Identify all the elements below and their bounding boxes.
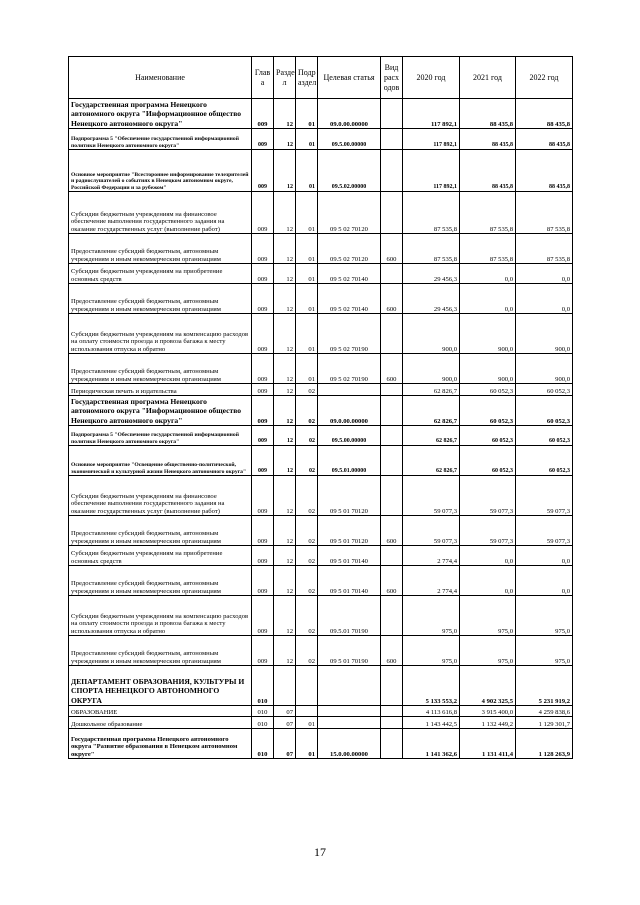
cell-glava: 009 bbox=[252, 476, 274, 516]
cell-y2021: 0,0 bbox=[460, 264, 516, 284]
cell-target: 09.0.00.00000 bbox=[318, 396, 381, 426]
cell-target: 09 5 02 70120 bbox=[318, 192, 381, 234]
cell-target: 09 5 02 70190 bbox=[318, 314, 381, 354]
cell-pod: 02 bbox=[296, 636, 318, 666]
table-row bbox=[69, 192, 573, 234]
cell-pod: 02 bbox=[296, 384, 318, 396]
cell-y2021: 0,0 bbox=[460, 566, 516, 596]
col-header-2022: 2022 год bbox=[516, 57, 573, 99]
cell-y2020: 900,0 bbox=[403, 354, 460, 384]
cell-razdel: 12 bbox=[274, 234, 296, 264]
cell-y2021: 975,0 bbox=[460, 636, 516, 666]
col-header-glava: Глав а bbox=[252, 57, 274, 99]
cell-y2022: 975,0 bbox=[516, 596, 573, 636]
cell-vid: 600 bbox=[381, 354, 403, 384]
table-row bbox=[69, 314, 573, 354]
cell-razdel: 12 bbox=[274, 284, 296, 314]
cell-y2022: 1 128 263,9 bbox=[516, 729, 573, 759]
cell-pod: 02 bbox=[296, 476, 318, 516]
cell-target: 15.0.00.00000 bbox=[318, 729, 381, 759]
cell-pod: 01 bbox=[296, 99, 318, 129]
cell-y2022: 0,0 bbox=[516, 546, 573, 566]
cell-y2021: 60 052,3 bbox=[460, 426, 516, 446]
cell-y2020: 5 133 553,2 bbox=[403, 666, 460, 706]
cell-y2022: 60 052,3 bbox=[516, 426, 573, 446]
cell-y2021: 60 052,3 bbox=[460, 384, 516, 396]
cell-target: 09 5 01 70140 bbox=[318, 566, 381, 596]
cell-glava: 009 bbox=[252, 129, 274, 150]
cell-name: Субсидии бюджетным учреждениям на компенсацию расходов на оплату стоимости проезда и провоза багажа к месту использования отпуска и обратно bbox=[69, 596, 252, 636]
cell-y2020: 62 826,7 bbox=[403, 426, 460, 446]
cell-y2020: 117 892,1 bbox=[403, 129, 460, 150]
cell-vid bbox=[381, 426, 403, 446]
cell-y2021: 0,0 bbox=[460, 546, 516, 566]
cell-vid bbox=[381, 446, 403, 476]
cell-glava: 010 bbox=[252, 729, 274, 759]
table-row bbox=[69, 596, 573, 636]
cell-y2021: 59 077,3 bbox=[460, 516, 516, 546]
cell-pod: 02 bbox=[296, 546, 318, 566]
cell-glava: 010 bbox=[252, 706, 274, 717]
cell-target: 09.5.00.00000 bbox=[318, 129, 381, 150]
cell-y2021: 900,0 bbox=[460, 354, 516, 384]
cell-y2020: 1 143 442,5 bbox=[403, 717, 460, 729]
cell-glava: 009 bbox=[252, 284, 274, 314]
cell-razdel: 12 bbox=[274, 354, 296, 384]
col-header-target: Целевая статья bbox=[318, 57, 381, 99]
cell-y2020: 29 456,3 bbox=[403, 264, 460, 284]
cell-name: Предоставление субсидий бюджетным, автономным учреждениям и иным некоммерческим организациям bbox=[69, 516, 252, 546]
cell-razdel: 12 bbox=[274, 426, 296, 446]
cell-glava: 009 bbox=[252, 234, 274, 264]
cell-name: Дошкольное образование bbox=[69, 717, 252, 729]
cell-y2022: 88 435,8 bbox=[516, 150, 573, 192]
table-row bbox=[69, 717, 573, 729]
cell-glava: 009 bbox=[252, 516, 274, 546]
cell-y2022: 0,0 bbox=[516, 284, 573, 314]
cell-razdel: 12 bbox=[274, 314, 296, 354]
table-row bbox=[69, 516, 573, 546]
cell-y2021: 88 435,8 bbox=[460, 99, 516, 129]
cell-pod: 01 bbox=[296, 314, 318, 354]
cell-target: 09.5.01 70190 bbox=[318, 596, 381, 636]
cell-pod bbox=[296, 666, 318, 706]
table-row bbox=[69, 234, 573, 264]
cell-glava: 009 bbox=[252, 192, 274, 234]
cell-y2020: 975,0 bbox=[403, 596, 460, 636]
cell-name: Субсидии бюджетным учреждениям на финансовое обеспечение выполнения государственного задания на оказание государственных услуг (выполнение работ) bbox=[69, 476, 252, 516]
cell-razdel: 12 bbox=[274, 396, 296, 426]
cell-glava: 009 bbox=[252, 446, 274, 476]
cell-razdel: 12 bbox=[274, 129, 296, 150]
cell-vid bbox=[381, 546, 403, 566]
cell-target: 09.5.02.00000 bbox=[318, 150, 381, 192]
cell-pod: 01 bbox=[296, 264, 318, 284]
cell-y2021: 59 077,3 bbox=[460, 476, 516, 516]
cell-target: 09.5 02 70120 bbox=[318, 234, 381, 264]
cell-y2020: 117 892,1 bbox=[403, 99, 460, 129]
table-row bbox=[69, 566, 573, 596]
cell-y2021: 87 535,8 bbox=[460, 192, 516, 234]
cell-y2022: 59 077,3 bbox=[516, 476, 573, 516]
cell-y2022: 60 052,3 bbox=[516, 384, 573, 396]
col-header-vid: Вид расх одов bbox=[381, 57, 403, 99]
cell-y2020: 62 826,7 bbox=[403, 446, 460, 476]
cell-vid bbox=[381, 396, 403, 426]
cell-razdel bbox=[274, 666, 296, 706]
cell-vid bbox=[381, 314, 403, 354]
table-row bbox=[69, 354, 573, 384]
cell-y2022: 900,0 bbox=[516, 314, 573, 354]
cell-vid bbox=[381, 384, 403, 396]
table-row bbox=[69, 129, 573, 150]
cell-name: ОБРАЗОВАНИЕ bbox=[69, 706, 252, 717]
table-row bbox=[69, 446, 573, 476]
cell-glava: 009 bbox=[252, 264, 274, 284]
cell-name: Субсидии бюджетным учреждениям на приобретение основных средств bbox=[69, 546, 252, 566]
cell-razdel: 12 bbox=[274, 476, 296, 516]
cell-y2020: 62 826,7 bbox=[403, 384, 460, 396]
cell-target: 09.0.00.00000 bbox=[318, 99, 381, 129]
col-header-name: Наименование bbox=[69, 57, 252, 99]
cell-y2021: 60 052,3 bbox=[460, 396, 516, 426]
table-row bbox=[69, 384, 573, 396]
cell-glava: 009 bbox=[252, 636, 274, 666]
cell-name: Подпрограмма 5 "Обеспечение государственной информационной политики Ненецкого автономного округа" bbox=[69, 426, 252, 446]
cell-name: Субсидии бюджетным учреждениям на компенсацию расходов на оплату стоимости проезда и провоза багажа к месту использования отпуска и обратно bbox=[69, 314, 252, 354]
cell-y2020: 29 456,3 bbox=[403, 284, 460, 314]
table-row bbox=[69, 476, 573, 516]
cell-target: 09.5.01.00000 bbox=[318, 446, 381, 476]
cell-name: Предоставление субсидий бюджетным, автономным учреждениям и иным некоммерческим организациям bbox=[69, 566, 252, 596]
cell-y2021: 0,0 bbox=[460, 284, 516, 314]
col-header-podrazdel: Подр аздел bbox=[296, 57, 318, 99]
cell-name: Государственная программа Ненецкого автономного округа "Информационное общество Ненецкого автономного округа" bbox=[69, 396, 252, 426]
cell-razdel: 12 bbox=[274, 384, 296, 396]
cell-y2021: 3 915 400,0 bbox=[460, 706, 516, 717]
cell-target bbox=[318, 717, 381, 729]
cell-y2022: 5 231 919,2 bbox=[516, 666, 573, 706]
cell-y2020: 2 774,4 bbox=[403, 546, 460, 566]
cell-glava: 009 bbox=[252, 426, 274, 446]
cell-target: 09 5 01 70120 bbox=[318, 516, 381, 546]
cell-vid: 600 bbox=[381, 234, 403, 264]
cell-vid: 600 bbox=[381, 566, 403, 596]
cell-vid bbox=[381, 717, 403, 729]
cell-y2020: 59 077,3 bbox=[403, 516, 460, 546]
cell-y2021: 87 535,8 bbox=[460, 234, 516, 264]
cell-y2020: 59 077,3 bbox=[403, 476, 460, 516]
cell-glava: 010 bbox=[252, 666, 274, 706]
cell-glava: 009 bbox=[252, 384, 274, 396]
cell-y2022: 88 435,8 bbox=[516, 129, 573, 150]
budget-table bbox=[68, 56, 573, 759]
table-row bbox=[69, 284, 573, 314]
cell-vid bbox=[381, 129, 403, 150]
cell-razdel: 12 bbox=[274, 636, 296, 666]
cell-razdel: 12 bbox=[274, 546, 296, 566]
cell-target: 09 5 01 70190 bbox=[318, 636, 381, 666]
cell-razdel: 07 bbox=[274, 717, 296, 729]
cell-glava: 009 bbox=[252, 150, 274, 192]
cell-pod: 01 bbox=[296, 729, 318, 759]
table-row bbox=[69, 729, 573, 759]
cell-glava: 009 bbox=[252, 566, 274, 596]
cell-vid bbox=[381, 596, 403, 636]
cell-vid bbox=[381, 729, 403, 759]
cell-pod: 01 bbox=[296, 234, 318, 264]
header-row bbox=[69, 57, 573, 99]
cell-target: 09 5 01 70140 bbox=[318, 546, 381, 566]
cell-name: ДЕПАРТАМЕНТ ОБРАЗОВАНИЯ, КУЛЬТУРЫ И СПОРТА НЕНЕЦКОГО АВТОНОМНОГО ОКРУГА bbox=[69, 666, 252, 706]
cell-vid: 600 bbox=[381, 284, 403, 314]
cell-y2020: 117 892,1 bbox=[403, 150, 460, 192]
cell-razdel: 07 bbox=[274, 706, 296, 717]
cell-target bbox=[318, 384, 381, 396]
cell-y2021: 975,0 bbox=[460, 596, 516, 636]
cell-razdel: 12 bbox=[274, 264, 296, 284]
col-header-2021: 2021 год bbox=[460, 57, 516, 99]
cell-pod: 02 bbox=[296, 516, 318, 546]
cell-vid bbox=[381, 706, 403, 717]
cell-pod: 01 bbox=[296, 284, 318, 314]
col-header-2020: 2020 год bbox=[403, 57, 460, 99]
cell-target: 09 5 02 70140 bbox=[318, 284, 381, 314]
cell-razdel: 12 bbox=[274, 566, 296, 596]
cell-y2021: 88 435,8 bbox=[460, 129, 516, 150]
cell-razdel: 12 bbox=[274, 596, 296, 636]
cell-vid: 600 bbox=[381, 516, 403, 546]
page-number: 17 bbox=[314, 845, 326, 859]
cell-vid bbox=[381, 192, 403, 234]
cell-razdel: 12 bbox=[274, 99, 296, 129]
cell-glava: 009 bbox=[252, 314, 274, 354]
cell-target: 09.5.00.00000 bbox=[318, 426, 381, 446]
cell-y2020: 87 535,8 bbox=[403, 234, 460, 264]
cell-name: Предоставление субсидий бюджетным, автономным учреждениям и иным некоммерческим организациям bbox=[69, 284, 252, 314]
cell-name: Предоставление субсидий бюджетным, автономным учреждениям и иным некоммерческим организациям bbox=[69, 234, 252, 264]
cell-vid: 600 bbox=[381, 636, 403, 666]
table-row bbox=[69, 426, 573, 446]
cell-pod: 02 bbox=[296, 596, 318, 636]
cell-name: Подпрограмма 5 "Обеспечение государственной информационной политики Ненецкого автономного округа" bbox=[69, 129, 252, 150]
cell-y2022: 975,0 bbox=[516, 636, 573, 666]
cell-razdel: 12 bbox=[274, 150, 296, 192]
cell-vid bbox=[381, 99, 403, 129]
cell-y2020: 1 141 362,6 bbox=[403, 729, 460, 759]
cell-pod: 02 bbox=[296, 446, 318, 476]
cell-pod: 01 bbox=[296, 717, 318, 729]
cell-glava: 009 bbox=[252, 596, 274, 636]
table-row bbox=[69, 150, 573, 192]
cell-pod: 02 bbox=[296, 426, 318, 446]
table-row bbox=[69, 264, 573, 284]
cell-name: Периодическая печать и издательства bbox=[69, 384, 252, 396]
cell-glava: 009 bbox=[252, 354, 274, 384]
cell-y2022: 60 052,3 bbox=[516, 446, 573, 476]
cell-y2020: 2 774,4 bbox=[403, 566, 460, 596]
table-row bbox=[69, 666, 573, 706]
cell-y2022: 0,0 bbox=[516, 566, 573, 596]
cell-y2020: 87 535,8 bbox=[403, 192, 460, 234]
cell-target: 09 5 01 70120 bbox=[318, 476, 381, 516]
cell-glava: 009 bbox=[252, 546, 274, 566]
cell-y2021: 4 902 325,5 bbox=[460, 666, 516, 706]
cell-y2022: 900,0 bbox=[516, 354, 573, 384]
cell-razdel: 07 bbox=[274, 729, 296, 759]
cell-y2021: 900,0 bbox=[460, 314, 516, 354]
cell-razdel: 12 bbox=[274, 446, 296, 476]
cell-pod: 01 bbox=[296, 150, 318, 192]
cell-y2021: 1 132 449,2 bbox=[460, 717, 516, 729]
cell-y2020: 62 826,7 bbox=[403, 396, 460, 426]
table-row bbox=[69, 706, 573, 717]
cell-pod: 02 bbox=[296, 566, 318, 596]
cell-razdel: 12 bbox=[274, 192, 296, 234]
cell-y2021: 88 435,8 bbox=[460, 150, 516, 192]
cell-y2021: 60 052,3 bbox=[460, 446, 516, 476]
cell-y2022: 1 129 301,7 bbox=[516, 717, 573, 729]
table-row bbox=[69, 636, 573, 666]
cell-name: Основное мероприятие "Освещение общественно-политической, экономической и культурной жизни Ненецкого автономного округа" bbox=[69, 446, 252, 476]
cell-glava: 010 bbox=[252, 717, 274, 729]
cell-vid bbox=[381, 150, 403, 192]
cell-y2020: 900,0 bbox=[403, 314, 460, 354]
table-row bbox=[69, 99, 573, 129]
cell-vid bbox=[381, 666, 403, 706]
cell-name: Основное мероприятие "Всестороннее информирование телезрителей и радиослушателей о событиях в Ненецком автономном округе, Российской Федерации и за рубежом" bbox=[69, 150, 252, 192]
cell-vid bbox=[381, 476, 403, 516]
col-header-razdel: Разде л bbox=[274, 57, 296, 99]
cell-pod: 02 bbox=[296, 396, 318, 426]
cell-name: Предоставление субсидий бюджетным, автономным учреждениям и иным некоммерческим организациям bbox=[69, 636, 252, 666]
cell-y2022: 59 077,3 bbox=[516, 516, 573, 546]
cell-y2022: 4 259 838,6 bbox=[516, 706, 573, 717]
cell-name: Государственная программа Ненецкого автономного округа "Информационное общество Ненецкого автономного округа" bbox=[69, 99, 252, 129]
table-row bbox=[69, 546, 573, 566]
cell-y2020: 4 113 616,8 bbox=[403, 706, 460, 717]
cell-y2022: 0,0 bbox=[516, 264, 573, 284]
cell-y2021: 1 131 411,4 bbox=[460, 729, 516, 759]
cell-target: 09 5 02 70140 bbox=[318, 264, 381, 284]
cell-y2022: 88 435,8 bbox=[516, 99, 573, 129]
cell-y2022: 60 052,3 bbox=[516, 396, 573, 426]
cell-glava: 009 bbox=[252, 99, 274, 129]
cell-pod: 01 bbox=[296, 129, 318, 150]
cell-pod bbox=[296, 706, 318, 717]
cell-razdel: 12 bbox=[274, 516, 296, 546]
cell-name: Предоставление субсидий бюджетным, автономным учреждениям и иным некоммерческим организациям bbox=[69, 354, 252, 384]
cell-vid bbox=[381, 264, 403, 284]
table-body bbox=[69, 99, 573, 759]
cell-name: Субсидии бюджетным учреждениям на финансовое обеспечение выполнения государственного задания на оказание государственных услуг (выполнение работ) bbox=[69, 192, 252, 234]
cell-y2022: 87 535,8 bbox=[516, 192, 573, 234]
cell-target bbox=[318, 706, 381, 717]
cell-target: 09 5 02 70190 bbox=[318, 354, 381, 384]
table-row bbox=[69, 396, 573, 426]
cell-target bbox=[318, 666, 381, 706]
cell-y2022: 87 535,8 bbox=[516, 234, 573, 264]
cell-name: Субсидии бюджетным учреждениям на приобретение основных средств bbox=[69, 264, 252, 284]
cell-name: Государственная программа Ненецкого автономного округа "Развитие образования в Ненецком автономном округе" bbox=[69, 729, 252, 759]
cell-pod: 01 bbox=[296, 192, 318, 234]
cell-pod: 01 bbox=[296, 354, 318, 384]
cell-glava: 009 bbox=[252, 396, 274, 426]
cell-y2020: 975,0 bbox=[403, 636, 460, 666]
